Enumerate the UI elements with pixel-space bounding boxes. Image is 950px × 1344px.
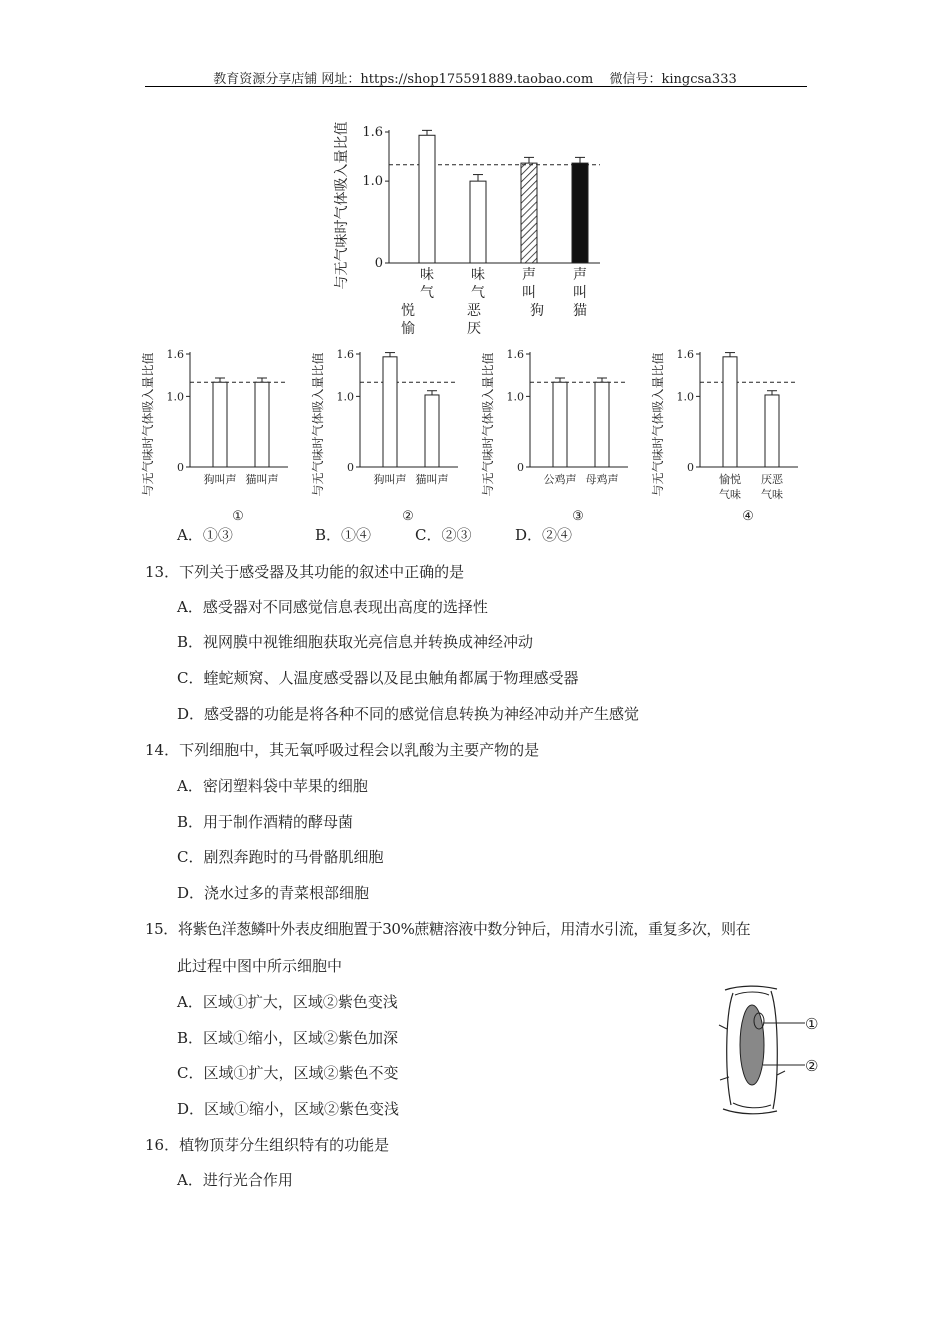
bar xyxy=(383,357,397,467)
q15-option-b: B．区域①缩小，区域②紫色加深 xyxy=(177,1029,399,1047)
y-tick-label: 1.0 xyxy=(506,390,524,404)
bar xyxy=(765,395,779,467)
x-category-label: 气 xyxy=(420,285,434,301)
cell-vacuole xyxy=(740,1005,764,1085)
x-category-label: 厌 xyxy=(467,321,481,337)
x-category-label: 叫 xyxy=(522,285,536,301)
q12-option-d: D．②④ xyxy=(515,526,573,544)
q15-option-c: C．区域①扩大，区域②紫色不变 xyxy=(177,1064,399,1082)
bar xyxy=(470,181,486,263)
x-category-label: 气味 xyxy=(761,488,783,501)
y-axis-label: 与无气味时气体吸入量比值 xyxy=(141,352,155,497)
x-category-label: 猫 xyxy=(573,303,587,319)
q14-option-c: C．剧烈奔跑时的马骨骼肌细胞 xyxy=(177,848,384,866)
y-tick-label: 1.0 xyxy=(166,390,184,404)
chart-3 xyxy=(480,345,640,525)
main-bar-chart xyxy=(330,118,610,343)
y-tick-label: 0 xyxy=(517,461,524,474)
y-tick-label: 1.6 xyxy=(336,348,354,361)
y-tick-label: 1.6 xyxy=(362,125,383,140)
bar xyxy=(419,135,435,263)
q14-option-a: A．密闭塑料袋中苹果的细胞 xyxy=(177,777,368,795)
x-category-label: 叫 xyxy=(573,285,587,301)
x-category-label: 愉悦 xyxy=(719,473,741,486)
x-category-label: 味 xyxy=(471,267,485,283)
x-category-label: 悦 xyxy=(401,303,415,319)
y-tick-label: 0 xyxy=(687,461,694,474)
bar xyxy=(425,395,439,467)
header-url[interactable]: https://shop175591889.taobao.com xyxy=(360,72,594,87)
q12-option-c: C．②③ xyxy=(415,526,472,544)
x-category-label: 狗叫声 xyxy=(203,473,237,486)
q13-option-a: A．感受器对不同感觉信息表现出高度的选择性 xyxy=(177,598,488,616)
y-tick-label: 0 xyxy=(374,256,383,271)
bar xyxy=(521,163,537,263)
header-wechat-label: 微信号： xyxy=(609,72,662,87)
q12-option-b: B．①④ xyxy=(315,526,372,544)
header-site-label: 网址： xyxy=(321,72,361,87)
q16-stem: 16．植物顶芽分生组织特有的功能是 xyxy=(145,1136,390,1154)
header-rule xyxy=(145,86,807,87)
x-category-label: 味 xyxy=(420,267,434,283)
x-category-label: 狗 xyxy=(530,303,544,319)
x-category-label: 母鸡声 xyxy=(585,473,619,486)
q13-option-c: C．蝰蛇颊窝、人温度感受器以及昆虫触角都属于物理感受器 xyxy=(177,669,579,687)
chart-2 xyxy=(310,345,470,525)
header-shop: 教育资源分享店铺 xyxy=(213,72,318,87)
chart-number-label: ① xyxy=(232,509,244,524)
chart-number-label: ④ xyxy=(742,509,754,524)
y-axis-label: 与无气味时气体吸入量比值 xyxy=(334,121,350,290)
q14-option-d: D．浇水过多的青菜根部细胞 xyxy=(177,884,370,902)
q13-option-b: B．视网膜中视锥细胞获取光亮信息并转换成神经冲动 xyxy=(177,633,534,651)
x-category-label: 狗叫声 xyxy=(373,473,407,486)
chart-4 xyxy=(650,345,810,525)
q12-option-a: A．①③ xyxy=(177,526,233,544)
y-axis-label: 与无气味时气体吸入量比值 xyxy=(481,352,495,497)
y-axis-label: 与无气味时气体吸入量比值 xyxy=(651,352,665,497)
q14-option-b: B．用于制作酒精的酵母菌 xyxy=(177,813,354,831)
bar xyxy=(572,163,588,263)
bar xyxy=(213,382,227,467)
x-category-label: 恶 xyxy=(467,303,481,319)
q13-stem: 13．下列关于感受器及其功能的叙述中正确的是 xyxy=(145,563,465,581)
y-axis-label: 与无气味时气体吸入量比值 xyxy=(311,352,325,497)
bar xyxy=(255,382,269,467)
y-tick-label: 0 xyxy=(347,461,354,474)
x-category-label: 气味 xyxy=(719,488,741,501)
y-tick-label: 1.6 xyxy=(166,348,184,361)
y-tick-label: 1.6 xyxy=(506,348,524,361)
x-category-label: 气 xyxy=(471,285,485,301)
bar xyxy=(723,357,737,467)
y-tick-label: 1.6 xyxy=(676,348,694,361)
q14-stem: 14．下列细胞中，其无氧呼吸过程会以乳酸为主要产物的是 xyxy=(145,741,540,759)
bar xyxy=(553,382,567,467)
chart-number-label: ③ xyxy=(572,509,584,524)
q15-stem-line2: 此过程中图中所示细胞中 xyxy=(177,957,343,975)
y-tick-label: 1.0 xyxy=(676,390,694,404)
q13-option-d: D．感受器的功能是将各种不同的感觉信息转换为神经冲动并产生感觉 xyxy=(177,705,640,723)
q15-option-d: D．区域①缩小，区域②紫色变浅 xyxy=(177,1100,400,1118)
y-tick-label: 1.0 xyxy=(362,174,383,190)
page-header xyxy=(0,68,950,87)
x-category-label: 公鸡声 xyxy=(543,473,577,486)
y-tick-label: 1.0 xyxy=(336,390,354,404)
x-category-label: 愉 xyxy=(401,321,415,337)
figure-label-2: ② xyxy=(805,1057,819,1075)
q15-stem-line1: 15．将紫色洋葱鳞叶外表皮细胞置于30%蔗糖溶液中数分钟后，用清水引流，重复多次，则在 xyxy=(145,920,751,938)
onion-cell-figure xyxy=(715,985,835,1115)
q15-option-a: A．区域①扩大，区域②紫色变浅 xyxy=(177,993,398,1011)
figure-label-1: ① xyxy=(805,1015,819,1033)
x-category-label: 厌恶 xyxy=(761,473,783,486)
chart-number-label: ② xyxy=(402,509,414,524)
x-category-label: 声 xyxy=(522,267,536,283)
y-tick-label: 0 xyxy=(177,461,184,474)
header-wechat: kingcsa333 xyxy=(661,72,737,87)
x-category-label: 猫叫声 xyxy=(245,473,279,486)
x-category-label: 声 xyxy=(573,267,587,283)
q16-option-a: A．进行光合作用 xyxy=(177,1171,293,1189)
bar xyxy=(595,382,609,467)
chart-1 xyxy=(140,345,300,525)
x-category-label: 猫叫声 xyxy=(415,473,449,486)
